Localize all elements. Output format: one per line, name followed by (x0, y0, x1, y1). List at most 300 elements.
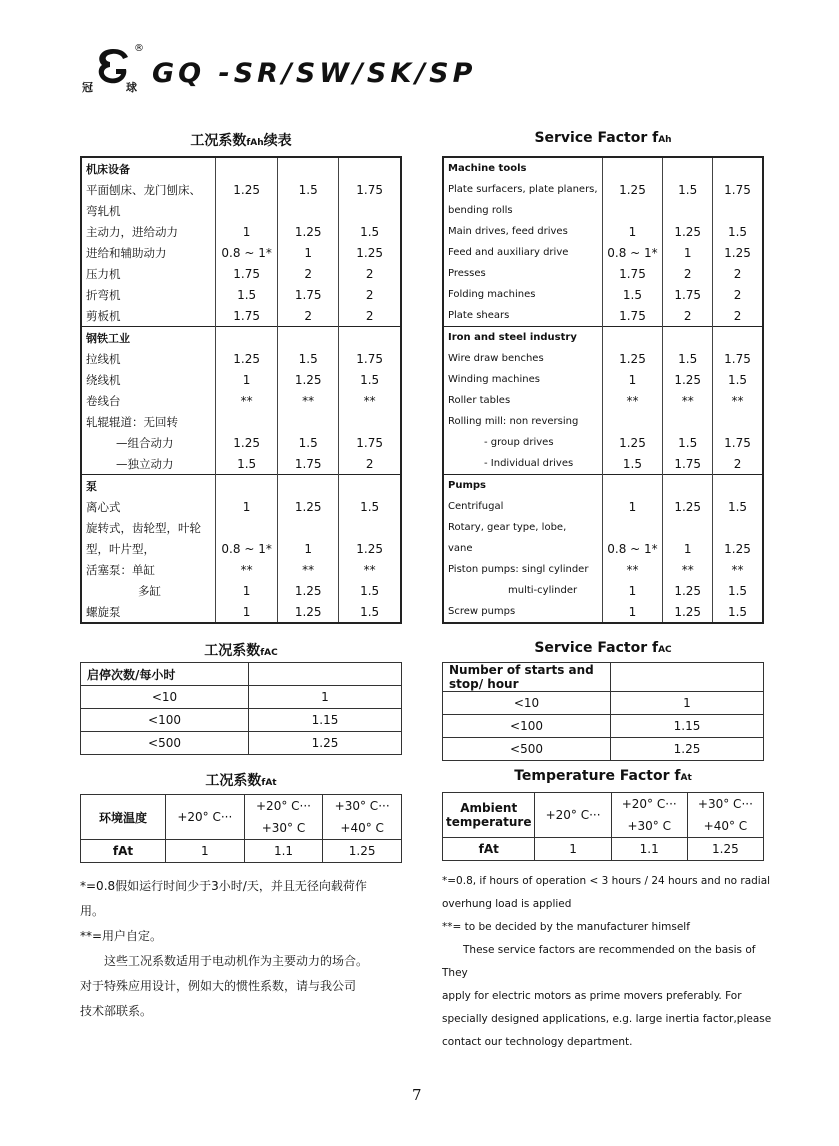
group-header: Iron and steel industry (443, 327, 602, 349)
factor-value: 1.5 (602, 453, 663, 475)
table-cell (611, 663, 764, 692)
factor-value: 0.8 ~ 1* (216, 242, 278, 263)
factor-value: 1.25 (339, 538, 401, 559)
row-label: 离心式 (86, 499, 121, 514)
row-label: 进给和辅助动力 (86, 245, 167, 260)
row-label: - Individual drives (484, 458, 574, 469)
page-number: 7 (412, 1086, 422, 1104)
factor-value: 0.8 ~ 1* (602, 538, 663, 559)
factor-value: 1.75 (663, 453, 713, 475)
row-label: —独立动力 (116, 456, 174, 471)
row-label: 拉线机 (86, 351, 121, 366)
row-label: 剪板机 (86, 308, 121, 323)
factor-value: 1.75 (602, 263, 663, 284)
table-row (443, 305, 763, 327)
temp-range: +30° C (244, 817, 323, 840)
table-row (443, 157, 763, 179)
factor-value: 1.5 (339, 369, 401, 390)
factor-value: 1.5 (713, 221, 763, 242)
table-header-row (81, 795, 402, 818)
table-cell (278, 475, 339, 497)
factor-value: 1.75 (339, 348, 401, 369)
table-row (81, 732, 402, 755)
table-row (81, 496, 401, 517)
table-row (443, 284, 763, 305)
table-cell (663, 157, 713, 179)
table-cell (602, 475, 663, 497)
row-label: Centrifugal (448, 501, 504, 512)
factor-value: 1.25 (249, 732, 402, 755)
note-line: overhung load is applied (442, 898, 572, 910)
starts-range: <10 (81, 686, 249, 709)
factor-value: 1.25 (602, 348, 663, 369)
factor-value (216, 200, 278, 221)
table-row (81, 390, 401, 411)
table-row (81, 369, 401, 390)
table-row (443, 411, 763, 432)
en-fac-title: Service Factor fAC (534, 640, 672, 656)
table-header-row (81, 663, 402, 686)
temp-range: +20° C··· (535, 793, 611, 838)
registered-mark: ® (134, 43, 144, 54)
table-row (443, 221, 763, 242)
factor-value: ** (713, 390, 763, 411)
factor-value (663, 517, 713, 538)
table-row (443, 715, 764, 738)
starts-range: <100 (81, 709, 249, 732)
factor-value: ** (278, 390, 339, 411)
table-row (443, 390, 763, 411)
factor-value: 2 (339, 284, 401, 305)
row-label: Presses (448, 268, 486, 279)
table-row (443, 559, 763, 580)
factor-value: 2 (278, 263, 339, 284)
factor-value: 1 (602, 496, 663, 517)
table-row (81, 411, 401, 432)
company-logo (82, 45, 144, 97)
factor-value: 1.25 (278, 496, 339, 517)
factor-value: 1.75 (278, 284, 339, 305)
factor-value: 1.75 (339, 432, 401, 453)
factor-value: ** (278, 559, 339, 580)
factor-value: 1 (249, 686, 402, 709)
table-row (443, 601, 763, 623)
en-fat-title: Temperature Factor fAt (514, 768, 692, 784)
factor-value (713, 517, 763, 538)
factor-value: 1.25 (611, 738, 764, 761)
table-row (81, 709, 402, 732)
factor-value: 2 (713, 453, 763, 475)
factor-value: 2 (339, 305, 401, 327)
factor-value: 1 (216, 580, 278, 601)
note-line: specially designed applications, e.g. large inertia factor,please (442, 1013, 772, 1025)
factor-value: 1.25 (216, 432, 278, 453)
factor-value: 1.1 (244, 840, 323, 863)
factor-value: 1.15 (611, 715, 764, 738)
row-label: bending rolls (448, 205, 513, 216)
factor-value: 1.75 (713, 179, 763, 200)
factor-value: 1.25 (216, 348, 278, 369)
factor-value: 1 (216, 221, 278, 242)
table-row (443, 242, 763, 263)
factor-value: 1.25 (278, 601, 339, 623)
factor-value: 1.25 (602, 179, 663, 200)
temp-range: +30° C··· (687, 793, 763, 816)
table-row (443, 692, 764, 715)
factor-value (339, 200, 401, 221)
table-row (81, 327, 401, 349)
factor-value: 1 (216, 369, 278, 390)
factor-value (216, 411, 278, 432)
row-label: 主动力，进给动力 (86, 224, 178, 239)
factor-value: 1 (663, 242, 713, 263)
note-line: 这些工况系数适用于电动机作为主要动力的场合。 (80, 954, 369, 968)
table-cell (339, 157, 401, 179)
table-row (81, 200, 401, 221)
zh-fah-title: 工况系数fAh续表 (190, 133, 292, 149)
starts-range: <10 (443, 692, 611, 715)
table-row (81, 263, 401, 284)
factor-value: 1.75 (713, 348, 763, 369)
factor-value: 1.75 (663, 284, 713, 305)
factor-value: 1 (535, 838, 611, 861)
factor-value: 1.5 (663, 179, 713, 200)
factor-value: 1.25 (687, 838, 763, 861)
table-cell (663, 327, 713, 349)
table-row (81, 559, 401, 580)
logo-char-right: 球 (126, 81, 137, 94)
group-header: Pumps (443, 475, 602, 497)
factor-value (713, 411, 763, 432)
factor-value: 1.5 (278, 348, 339, 369)
table-row (81, 432, 401, 453)
table-row (443, 263, 763, 284)
starts-range: <500 (81, 732, 249, 755)
table-cell (339, 475, 401, 497)
temp-range: +40° C (323, 817, 402, 840)
factor-value: 1.75 (602, 305, 663, 327)
factor-value: ** (602, 559, 663, 580)
factor-value: 2 (339, 263, 401, 284)
row-label: Rolling mill: non reversing (448, 416, 579, 427)
row-label: 绕线机 (86, 372, 121, 387)
fat-label: fAt (81, 840, 166, 863)
table-cell (216, 157, 278, 179)
factor-value: 1.5 (339, 221, 401, 242)
row-label: vane (448, 543, 473, 554)
table-row (443, 496, 763, 517)
factor-value: ** (216, 559, 278, 580)
row-label: 轧辊辊道：无回转 (86, 414, 178, 429)
factor-value: 1.25 (339, 242, 401, 263)
row-label: 旋转式，齿轮型，叶轮 (86, 520, 201, 535)
factor-value: 1.25 (713, 538, 763, 559)
factor-value (278, 411, 339, 432)
table-row (443, 179, 763, 200)
factor-value: 1 (166, 840, 245, 863)
table-row (81, 157, 401, 179)
table-row (443, 838, 764, 861)
table-cell (339, 327, 401, 349)
table-cell (713, 475, 763, 497)
factor-value: 1 (602, 601, 663, 623)
factor-value (216, 517, 278, 538)
factor-value: 2 (339, 453, 401, 475)
table-row (443, 538, 763, 559)
factor-value (602, 517, 663, 538)
table-cell (713, 157, 763, 179)
en-fat-table (442, 792, 764, 861)
factor-value: 1.5 (663, 432, 713, 453)
row-label: Folding machines (448, 289, 536, 300)
row-label: Piston pumps: singl cylinder (448, 564, 589, 575)
factor-value: 1.75 (713, 432, 763, 453)
factor-value: 2 (278, 305, 339, 327)
row-label: 弯轧机 (86, 203, 121, 218)
starts-range: <500 (443, 738, 611, 761)
row-label: 多缸 (138, 583, 161, 598)
factor-value (663, 200, 713, 221)
table-row (81, 686, 402, 709)
table-row (81, 840, 402, 863)
row-label: Plate surfacers, plate planers, (448, 184, 598, 195)
table-row (443, 348, 763, 369)
factor-value: 1.15 (249, 709, 402, 732)
factor-value: 1.5 (339, 496, 401, 517)
table-row (443, 432, 763, 453)
table-row (81, 580, 401, 601)
factor-value: 1 (278, 538, 339, 559)
table-header-row (443, 793, 764, 816)
note-line: *=0.8假如运行时间少于3小时/天，并且无径向载荷作 (80, 879, 367, 893)
factor-value (602, 411, 663, 432)
document-title: GQ -SR/SW/SK/SP (152, 58, 477, 89)
factor-value: 1.5 (602, 284, 663, 305)
factor-value: 1.25 (278, 221, 339, 242)
row-label: - group drives (484, 437, 554, 448)
row-label: Feed and auxiliary drive (448, 247, 569, 258)
temp-range: +30° C··· (323, 795, 402, 818)
factor-value: 2 (663, 305, 713, 327)
table-row (443, 475, 763, 497)
factor-value: 2 (713, 263, 763, 284)
factor-value: ** (713, 559, 763, 580)
table-cell (602, 157, 663, 179)
temp-range: +20° C··· (611, 793, 687, 816)
factor-value: 1.5 (339, 580, 401, 601)
table-row (443, 517, 763, 538)
factor-value: 1.25 (663, 496, 713, 517)
temp-range: +20° C··· (244, 795, 323, 818)
en-notes (442, 870, 782, 1054)
factor-value: 1 (602, 369, 663, 390)
starts-header: 启停次数/每小时 (81, 663, 249, 686)
factor-value: 1 (278, 242, 339, 263)
factor-value: 1.25 (663, 369, 713, 390)
ambient-header: 环境温度 (81, 795, 166, 840)
table-cell (713, 327, 763, 349)
factor-value: 1 (216, 496, 278, 517)
zh-fat-title: 工况系数fAt (205, 773, 277, 789)
table-row (443, 327, 763, 349)
factor-value: 1.5 (713, 601, 763, 623)
note-line: contact our technology department. (442, 1036, 633, 1048)
factor-value: 1.25 (713, 242, 763, 263)
factor-value: 1.5 (713, 369, 763, 390)
factor-value: 2 (713, 305, 763, 327)
factor-value: 2 (713, 284, 763, 305)
factor-value: 1.75 (278, 453, 339, 475)
factor-value: 1.75 (216, 263, 278, 284)
table-row (81, 601, 401, 623)
factor-value: 0.8 ~ 1* (216, 538, 278, 559)
en-fac-table (442, 662, 764, 761)
row-label: 平面刨床、龙门刨床、 (86, 182, 201, 197)
table-cell (602, 327, 663, 349)
group-header: 泵 (81, 475, 216, 497)
factor-value: ** (602, 390, 663, 411)
factor-value: 1.25 (216, 179, 278, 200)
table-cell (278, 327, 339, 349)
table-header-row (443, 663, 764, 692)
table-row (443, 738, 764, 761)
table-row (81, 221, 401, 242)
ambient-header: Ambient temperature (443, 793, 535, 838)
note-line: apply for electric motors as prime movers preferably. For (442, 990, 742, 1002)
table-row (443, 453, 763, 475)
row-label: Wire draw benches (448, 353, 544, 364)
row-label: —组合动力 (116, 435, 174, 450)
table-cell (663, 475, 713, 497)
factor-value: 1.25 (323, 840, 402, 863)
factor-value (339, 411, 401, 432)
table-cell (278, 157, 339, 179)
row-label: 螺旋泵 (86, 604, 121, 619)
factor-value (278, 200, 339, 221)
row-label: 压力机 (86, 266, 121, 281)
zh-fat-table (80, 794, 402, 863)
starts-range: <100 (443, 715, 611, 738)
note-line: **=用户自定。 (80, 929, 163, 943)
factor-value: 1 (602, 580, 663, 601)
factor-value: 1.5 (216, 284, 278, 305)
table-row (443, 200, 763, 221)
factor-value: 0.8 ~ 1* (602, 242, 663, 263)
table-row (443, 369, 763, 390)
table-row (81, 453, 401, 475)
factor-value: 1.5 (663, 348, 713, 369)
factor-value: 1.25 (278, 369, 339, 390)
table-row (81, 284, 401, 305)
zh-notes (80, 874, 410, 1024)
factor-value: 1.75 (339, 179, 401, 200)
factor-value: ** (339, 390, 401, 411)
factor-value: 1.5 (216, 453, 278, 475)
factor-value: 1.5 (713, 580, 763, 601)
factor-value: 1 (611, 692, 764, 715)
row-label: Main drives, feed drives (448, 226, 568, 237)
factor-value (339, 517, 401, 538)
en-fah-table (442, 156, 764, 624)
table-row (81, 538, 401, 559)
row-label: 卷线台 (86, 393, 121, 408)
factor-value (278, 517, 339, 538)
table-cell (216, 475, 278, 497)
row-label: Plate shears (448, 310, 510, 321)
row-label: Rotary, gear type, lobe, (448, 522, 567, 533)
factor-value: 1.75 (216, 305, 278, 327)
factor-value: 1.1 (611, 838, 687, 861)
note-line: These service factors are recommended on the basis of They (442, 944, 756, 979)
table-row (81, 305, 401, 327)
temp-range: +30° C (611, 815, 687, 838)
group-header: 钢铁工业 (81, 327, 216, 349)
row-label: 活塞泵：单缸 (86, 562, 155, 577)
table-row (81, 179, 401, 200)
factor-value: 1 (216, 601, 278, 623)
row-label: Winding machines (448, 374, 540, 385)
factor-value: 1.25 (278, 580, 339, 601)
row-label: 折弯机 (86, 287, 121, 302)
logo-char-left: 冠 (82, 81, 93, 94)
factor-value: ** (216, 390, 278, 411)
factor-value: 1.5 (339, 601, 401, 623)
factor-value (713, 200, 763, 221)
zh-fac-table (80, 662, 402, 755)
factor-value: ** (339, 559, 401, 580)
table-cell (216, 327, 278, 349)
note-line: 对于特殊应用设计，例如大的惯性系数，请与我公司 (80, 979, 357, 993)
note-line: 用。 (80, 904, 105, 918)
en-fah-title: Service Factor fAh (534, 130, 672, 146)
table-row (81, 348, 401, 369)
zh-fac-title: 工况系数fAC (204, 643, 278, 659)
table-row (81, 517, 401, 538)
row-label: 型，叶片型， (86, 541, 155, 556)
factor-value: 1.25 (663, 601, 713, 623)
factor-value: 1 (602, 221, 663, 242)
table-cell (249, 663, 402, 686)
starts-header: Number of starts and stop/ hour (443, 663, 611, 692)
table-row (81, 475, 401, 497)
temp-range: +20° C··· (166, 795, 245, 840)
factor-value: 1 (663, 538, 713, 559)
group-header: 机床设备 (86, 162, 130, 176)
factor-value: 1.25 (663, 580, 713, 601)
factor-value (602, 200, 663, 221)
factor-value: ** (663, 559, 713, 580)
zh-fah-table (80, 156, 402, 624)
note-line: **= to be decided by the manufacturer himself (442, 921, 690, 933)
table-row (443, 580, 763, 601)
factor-value: 1.5 (713, 496, 763, 517)
factor-value (663, 411, 713, 432)
group-header: Machine tools (448, 163, 527, 174)
temp-range: +40° C (687, 815, 763, 838)
note-line: *=0.8, if hours of operation < 3 hours / 24 hours and no radial (442, 875, 771, 887)
factor-value: 1.5 (278, 179, 339, 200)
factor-value: 1.25 (602, 432, 663, 453)
factor-value: 1.5 (278, 432, 339, 453)
table-row (81, 242, 401, 263)
row-label: Screw pumps (448, 606, 516, 617)
note-line: 技术部联系。 (80, 1004, 153, 1018)
fat-label: fAt (443, 838, 535, 861)
factor-value: 2 (663, 263, 713, 284)
row-label: multi-cylinder (508, 585, 578, 596)
factor-value: ** (663, 390, 713, 411)
factor-value: 1.25 (663, 221, 713, 242)
